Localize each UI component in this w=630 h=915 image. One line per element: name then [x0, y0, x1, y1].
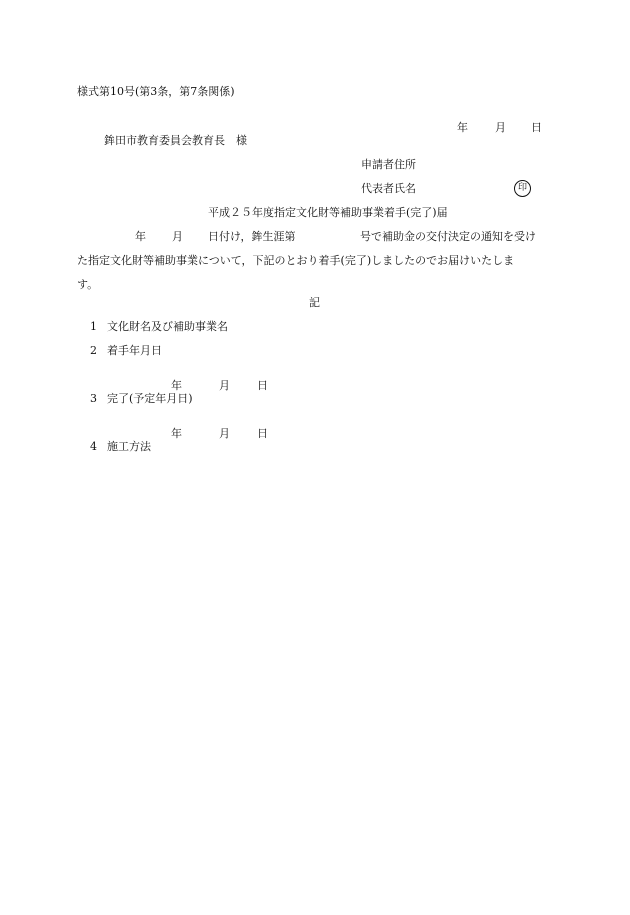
body-month-label: 月: [172, 230, 183, 243]
document-title: 平成２５年度指定文化財等補助事業着手(完了)届: [208, 206, 448, 219]
body-date-ref: 日付け，鉾生涯第: [208, 230, 296, 243]
start-year-label: 年: [171, 379, 182, 392]
date-year-label: 年: [457, 121, 468, 134]
item-text: 文化財名及び補助事業名: [107, 320, 228, 333]
seal-mark: 印: [514, 180, 531, 197]
item-text: 着手年月日: [107, 344, 162, 357]
applicant-address-label: 申請者住所: [361, 158, 416, 171]
body-line-2: た指定文化財等補助事業について，下記のとおり着手(完了)しましたのでお届けいたしま: [77, 254, 515, 267]
item-number: 1: [90, 320, 97, 333]
end-month-label: 月: [219, 427, 230, 440]
item-text: 完了(予定年月日): [107, 392, 193, 405]
item-text: 施工方法: [107, 440, 151, 453]
date-month-label: 月: [495, 121, 506, 134]
item-number: 2: [90, 344, 97, 357]
representative-name-label: 代表者氏名: [361, 182, 416, 195]
item-number: 4: [90, 440, 97, 453]
body-line-3: す。: [77, 278, 99, 291]
date-day-label: 日: [531, 121, 542, 134]
end-year-label: 年: [171, 427, 182, 440]
start-day-label: 日: [257, 379, 268, 392]
start-month-label: 月: [219, 379, 230, 392]
submission-date: [443, 111, 542, 144]
item-number: 3: [90, 392, 97, 405]
form-number: 様式第10号(第3条，第7条関係): [77, 85, 235, 98]
end-day-label: 日: [257, 427, 268, 440]
body-notice-text: 号で補助金の交付決定の通知を受け: [360, 230, 536, 243]
end-date: [157, 417, 268, 450]
ki-heading: 記: [309, 296, 320, 309]
addressee: 鉾田市教育委員会教育長 様: [104, 134, 247, 147]
body-year-label: 年: [135, 230, 146, 243]
